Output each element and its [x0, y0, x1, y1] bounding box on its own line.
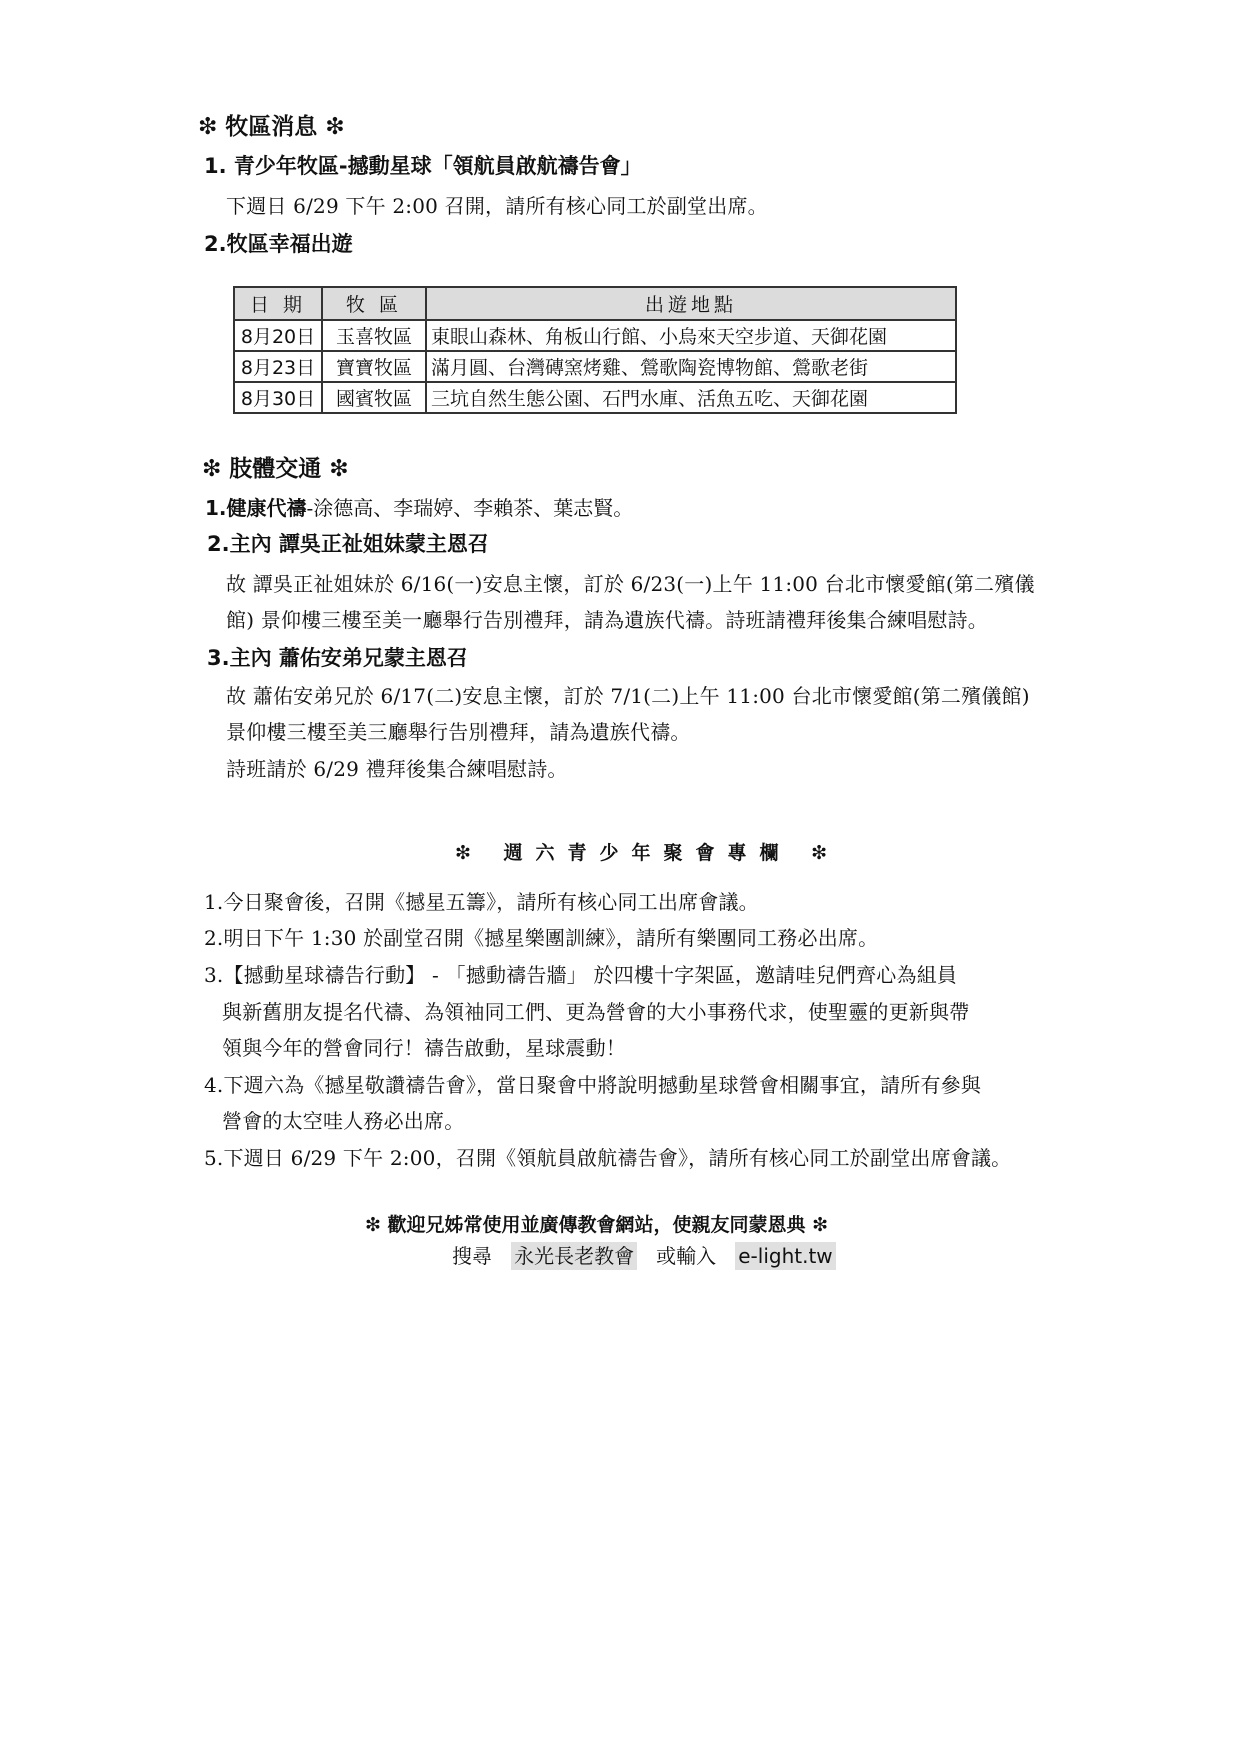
- cell-places: 三坑自然生態公園、石門水庫、活魚五吃、天御花園: [426, 382, 956, 413]
- youth-line-7: 營會的太空哇人務必出席。: [222, 1109, 465, 1133]
- cell-district: 玉喜牧區: [322, 320, 426, 351]
- cell-district: 寶寶牧區: [322, 351, 426, 382]
- table-header-row: [234, 287, 956, 320]
- item-youth-prayer-title: 1. 青少年牧區-撼動星球「領航員啟航禱告會」: [204, 154, 642, 178]
- youth-section-title: ❇ 週六青少年聚會專欄 ❇: [455, 842, 841, 864]
- cell-date: 8月23日: [234, 351, 322, 382]
- youth-line-8: 5.下週日 6/29 下午 2:00，召開《領航員啟航禱告會》，請所有核心同工於副堂出席會議。: [204, 1146, 1012, 1170]
- obituary-2-line-1: 故 蕭佑安弟兄於 6/17(二)安息主懷，訂於 7/1(二)上午 11:00 台北市懷愛館(第二殯儀館): [226, 684, 1030, 708]
- obituary-1-line-2: 館) 景仰樓三樓至美一廳舉行告別禮拜，請為遺族代禱。詩班請禮拜後集合練唱慰詩。: [226, 608, 988, 632]
- header-date: 日 期: [234, 287, 322, 320]
- website-title: ❇ 歡迎兄姊常使用並廣傳教會網站，使親友同蒙恩典 ❇: [365, 1214, 829, 1236]
- search-term: 永光長老教會: [511, 1242, 637, 1270]
- youth-line-4: 與新舊朋友提名代禱、為領袖同工們、更為營會的大小事務代求，使聖靈的更新與帶: [222, 1000, 970, 1024]
- cell-places: 東眼山森林、角板山行館、小烏來天空步道、天御花園: [426, 320, 956, 351]
- item-outing-title: 2.牧區幸福出遊: [204, 232, 353, 256]
- cell-date: 8月30日: [234, 382, 322, 413]
- obituary-1-line-1: 故 譚吳正祉姐妹於 6/16(一)安息主懷，訂於 6/23(一)上午 11:00 台北市懷愛館(第二殯儀: [226, 572, 1035, 596]
- youth-line-5: 領與今年的營會同行！禱告啟動，星球震動！: [222, 1036, 626, 1060]
- obituary-2-title: 3.主內 蕭佑安弟兄蒙主恩召: [207, 646, 468, 670]
- table-row: [234, 320, 956, 351]
- youth-line-1: 1.今日聚會後，召開《撼星五籌》，請所有核心同工出席會議。: [204, 890, 759, 914]
- header-places: 出遊地點: [426, 287, 956, 320]
- website-search-line: [452, 1240, 836, 1269]
- youth-line-2: 2.明日下午 1:30 於副堂召開《撼星樂團訓練》，請所有樂團同工務必出席。: [204, 926, 879, 950]
- obituary-1-title: 2.主內 譚吳正祉姐妹蒙主恩召: [207, 532, 489, 556]
- header-district: 牧 區: [322, 287, 426, 320]
- website-url-link[interactable]: e-light.tw: [735, 1242, 835, 1270]
- health-prayer-label: 1.健康代禱: [205, 496, 307, 520]
- health-prayer-line: [205, 492, 633, 521]
- item-youth-prayer-body: 下週日 6/29 下午 2:00 召開，請所有核心同工於副堂出席。: [226, 194, 768, 218]
- outing-table: [233, 286, 957, 414]
- cell-date: 8月20日: [234, 320, 322, 351]
- section-title-member-news: ❇ 肢體交通 ❇: [202, 456, 349, 482]
- section-title-district-news: ❇ 牧區消息 ❇: [198, 114, 345, 140]
- cell-district: 國賓牧區: [322, 382, 426, 413]
- health-prayer-names: -涂德高、李瑞婷、李賴茶、葉志賢。: [306, 496, 634, 520]
- or-label: 或輸入: [656, 1244, 717, 1268]
- table-row: [234, 382, 956, 413]
- obituary-2-line-2: 景仰樓三樓至美三廳舉行告別禮拜，請為遺族代禱。: [226, 720, 691, 744]
- youth-line-3: 3.【撼動星球禱告行動】 - 「撼動禱告牆」 於四樓十字架區，邀請哇兒們齊心為組員: [204, 963, 958, 987]
- obituary-2-line-3: 詩班請於 6/29 禮拜後集合練唱慰詩。: [226, 757, 568, 781]
- cell-places: 滿月圓、台灣磚窯烤雞、鶯歌陶瓷博物館、鶯歌老街: [426, 351, 956, 382]
- table-row: [234, 351, 956, 382]
- search-label: 搜尋: [452, 1244, 492, 1268]
- youth-line-6: 4.下週六為《撼星敬讚禱告會》，當日聚會中將說明撼動星球營會相關事宜，請所有參與: [204, 1073, 982, 1097]
